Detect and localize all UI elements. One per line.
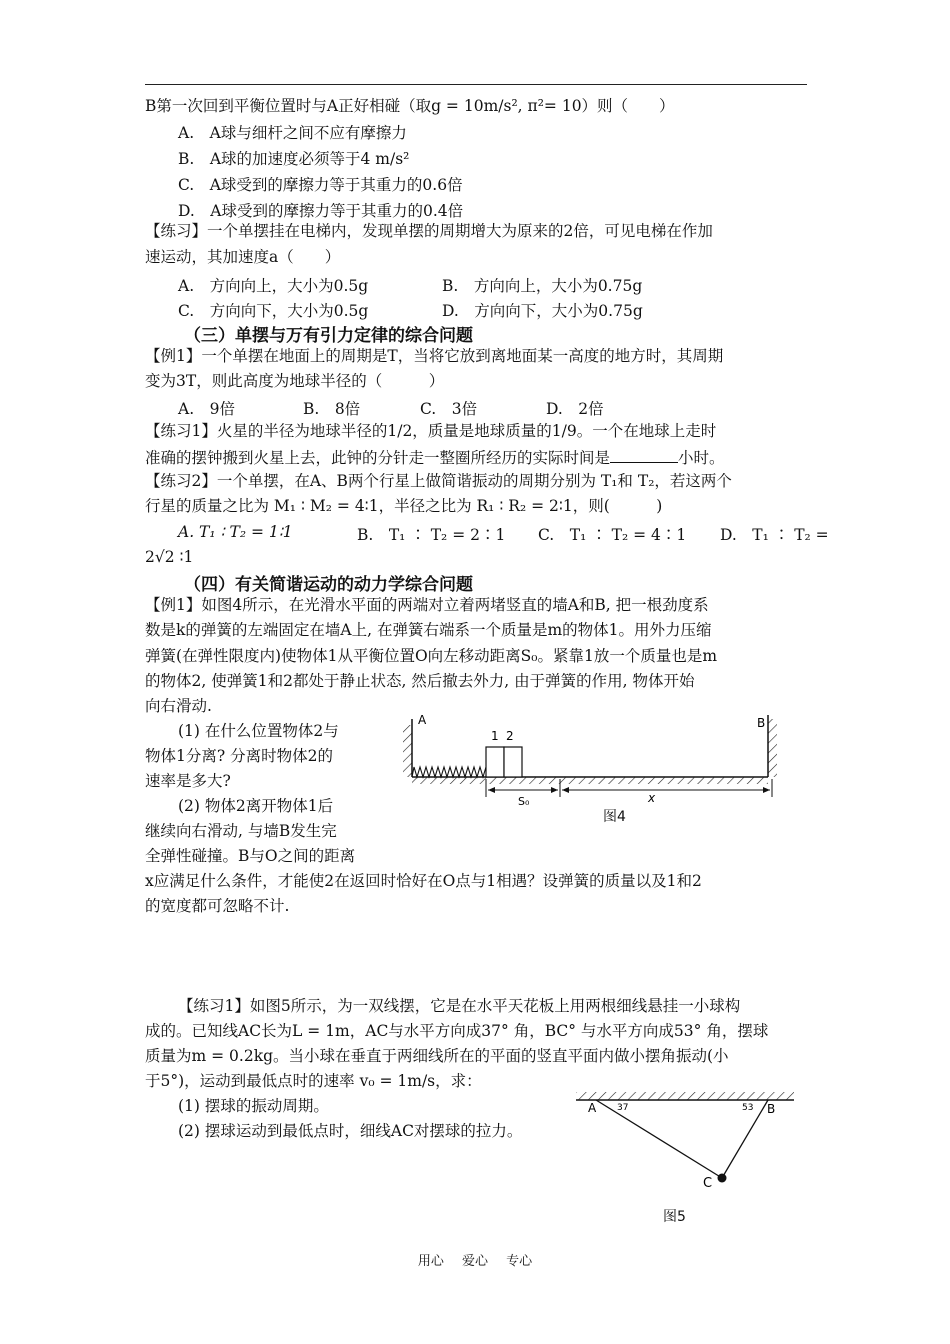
option-c: C. A球受到的摩擦力等于其重力的0.6倍 bbox=[178, 176, 463, 194]
example-option-b: B. 8倍 bbox=[303, 400, 361, 418]
wall-a-label: A bbox=[418, 713, 427, 727]
wall-b-label: B bbox=[757, 716, 766, 730]
floor-hatch bbox=[412, 777, 768, 784]
section4-example-line2: 数是k的弹簧的左端固定在墙A上, 在弹簧右端系一个质量是m的物体1。用外力压缩 bbox=[145, 621, 712, 639]
page-footer: 用心 爱心 专心 bbox=[417, 1254, 533, 1269]
section4-example-line4: 的物体2, 使弹簧1和2都处于静止状态, 然后撤去外力, 由于弹簧的作用, 物体开始 bbox=[145, 672, 695, 690]
elevator-option-d: D. 方向向下，大小为0.75g bbox=[442, 302, 643, 320]
example-option-d: D. 2倍 bbox=[546, 400, 604, 418]
point-c-label: C bbox=[703, 1176, 713, 1191]
sub-question-line2: 物体1分离? 分离时物体2的 bbox=[145, 747, 333, 765]
x-label: x bbox=[648, 791, 656, 805]
section4-practice1-line2: 成的。已知线AC长为L = 1m，AC与水平方向成37° 角，BC° 与水平方向成53° 角，摆球 bbox=[145, 1022, 769, 1040]
block-2-label: 2 bbox=[506, 729, 514, 743]
sub-question-line5: 继续向右滑动, 与墙B发生完 bbox=[145, 822, 337, 840]
figure-5 bbox=[570, 1088, 805, 1198]
section3-practice2-line2: 行星的质量之比为 M₁ ∶ M₂ = 4∶1，半径之比为 R₁ ∶ R₂ = 2∶1，则( ) bbox=[145, 497, 663, 515]
spring bbox=[412, 767, 486, 777]
option-d: D. A球受到的摩擦力等于其重力的0.4倍 bbox=[178, 202, 464, 220]
example-option-c: C. 3倍 bbox=[420, 400, 478, 418]
practice1-line2-text: 准确的摆钟搬到火星上去，此钟的分针走一整圈所经历的实际时间是 bbox=[145, 449, 611, 467]
figure-4 bbox=[400, 705, 780, 825]
elevator-option-c: C. 方向向下，大小为0.5g bbox=[178, 302, 369, 320]
elevator-option-a: A. 方向向上，大小为0.5g bbox=[178, 277, 369, 295]
tail-line1: x应满足什么条件，才能使2在返回时恰好在O点与1相遇？设弹簧的质量以及1和2 bbox=[145, 872, 702, 890]
option-a: A. A球与细杆之间不应有摩擦力 bbox=[178, 124, 407, 142]
figure-5-caption: 图5 bbox=[663, 1209, 686, 1225]
section3-example-line2: 变为3T，则此高度为地球半径的（ ） bbox=[145, 372, 445, 390]
section4-example-line5: 向右滑动. bbox=[145, 697, 212, 715]
tail-line2: 的宽度都可忽略不计. bbox=[145, 897, 290, 915]
section4-practice1-line4: 于5°)，运动到最低点时的速率 v₀ = 1m/s，求： bbox=[145, 1072, 482, 1090]
pendulum-ball bbox=[718, 1174, 727, 1183]
example-option-a: A. 9倍 bbox=[178, 400, 235, 418]
section3-practice1-line2 bbox=[145, 447, 725, 468]
header-rule bbox=[145, 84, 807, 85]
figure-4-caption: 图4 bbox=[603, 809, 626, 825]
block-1-label: 1 bbox=[491, 729, 499, 743]
section3-title: （三）单摆与万有引力定律的综合问题 bbox=[184, 326, 473, 346]
wall-a-hatch bbox=[403, 725, 412, 777]
block-2 bbox=[504, 747, 522, 777]
sub-question-line6: 全弹性碰撞。B与O之间的距离 bbox=[145, 847, 356, 865]
practice-elevator-line1: 【练习】一个单摆挂在电梯内，发现单摆的周期增大为原来的2倍，可见电梯在作加 bbox=[145, 222, 713, 240]
section4-practice1-line3: 质量为m = 0.2kg。当小球在垂直于两细线所在的平面的竖直平面内做小摆角振动(小 bbox=[145, 1047, 729, 1065]
practice2-option-b: B. T₁ ∶ T₂ = 2∶1 bbox=[357, 526, 506, 544]
section4-practice1-line1: 【练习1】如图5所示，为一双线摆，它是在水平天花板上用两根细线悬挂一小球构 bbox=[178, 997, 741, 1015]
string-ac bbox=[596, 1100, 722, 1178]
answer-blank bbox=[610, 447, 678, 463]
section3-example-line1: 【例1】一个单摆在地面上的周期是T，当将它放到离地面某一高度的地方时，其周期 bbox=[145, 347, 724, 365]
sub-question-line4: (2) 物体2离开物体1后 bbox=[178, 797, 334, 815]
intro-line: B第一次回到平衡位置时与A正好相碰（取g = 10m/s², π²= 10）则（ ） bbox=[145, 97, 675, 115]
practice2-option-a: A. T₁ ∶ T₂ = 1∶1 bbox=[178, 523, 293, 541]
point-a-label: A bbox=[588, 1101, 597, 1115]
ceiling-hatch bbox=[576, 1092, 794, 1100]
practice2-option-d-cont: 2√2 ∶1 bbox=[145, 548, 194, 566]
block-1 bbox=[486, 747, 504, 777]
section4-example-line1: 【例1】如图4所示，在光滑水平面的两端对立着两堵竖直的墙A和B, 把一根劲度系 bbox=[145, 596, 709, 614]
practice-elevator-line2: 速运动，其加速度a（ ） bbox=[145, 248, 341, 266]
sub-question-line1: (1) 在什么位置物体2与 bbox=[178, 722, 339, 740]
s0-label: S₀ bbox=[518, 795, 530, 808]
wall-b-hatch bbox=[768, 719, 777, 777]
point-b-label: B bbox=[767, 1102, 776, 1116]
section4-example-line3: 弹簧(在弹性限度内)使物体1从平衡位置O向左移动距离S₀。紧靠1放一个质量也是m bbox=[145, 647, 718, 665]
elevator-option-b: B. 方向向上，大小为0.75g bbox=[442, 277, 643, 295]
practice2-option-c: C. T₁ ∶ T₂ = 4∶1 bbox=[538, 526, 687, 544]
section3-practice1-line1: 【练习1】火星的半径为地球半径的1/2，质量是地球质量的1/9。一个在地球上走时 bbox=[145, 422, 717, 440]
section4-title: （四）有关简谐运动的动力学综合问题 bbox=[184, 575, 473, 595]
practice1-question-1: (1) 摆球的振动周期。 bbox=[178, 1097, 329, 1115]
option-b: B. A球的加速度必须等于4 m/s² bbox=[178, 150, 410, 168]
section3-practice2-line1: 【练习2】一个单摆，在A、B两个行星上做简谐振动的周期分别为 T₁和 T₂，若这两个 bbox=[145, 472, 732, 490]
practice2-option-d: D. T₁ ∶ T₂ = bbox=[720, 526, 829, 544]
practice1-line2-unit: 小时。 bbox=[678, 449, 725, 467]
practice1-question-2: (2) 摆球运动到最低点时，细线AC对摆球的拉力。 bbox=[178, 1122, 523, 1140]
angle-b-label: 53 bbox=[742, 1103, 754, 1113]
sub-question-line3: 速率是多大? bbox=[145, 772, 231, 790]
angle-a-label: 37 bbox=[617, 1103, 629, 1113]
